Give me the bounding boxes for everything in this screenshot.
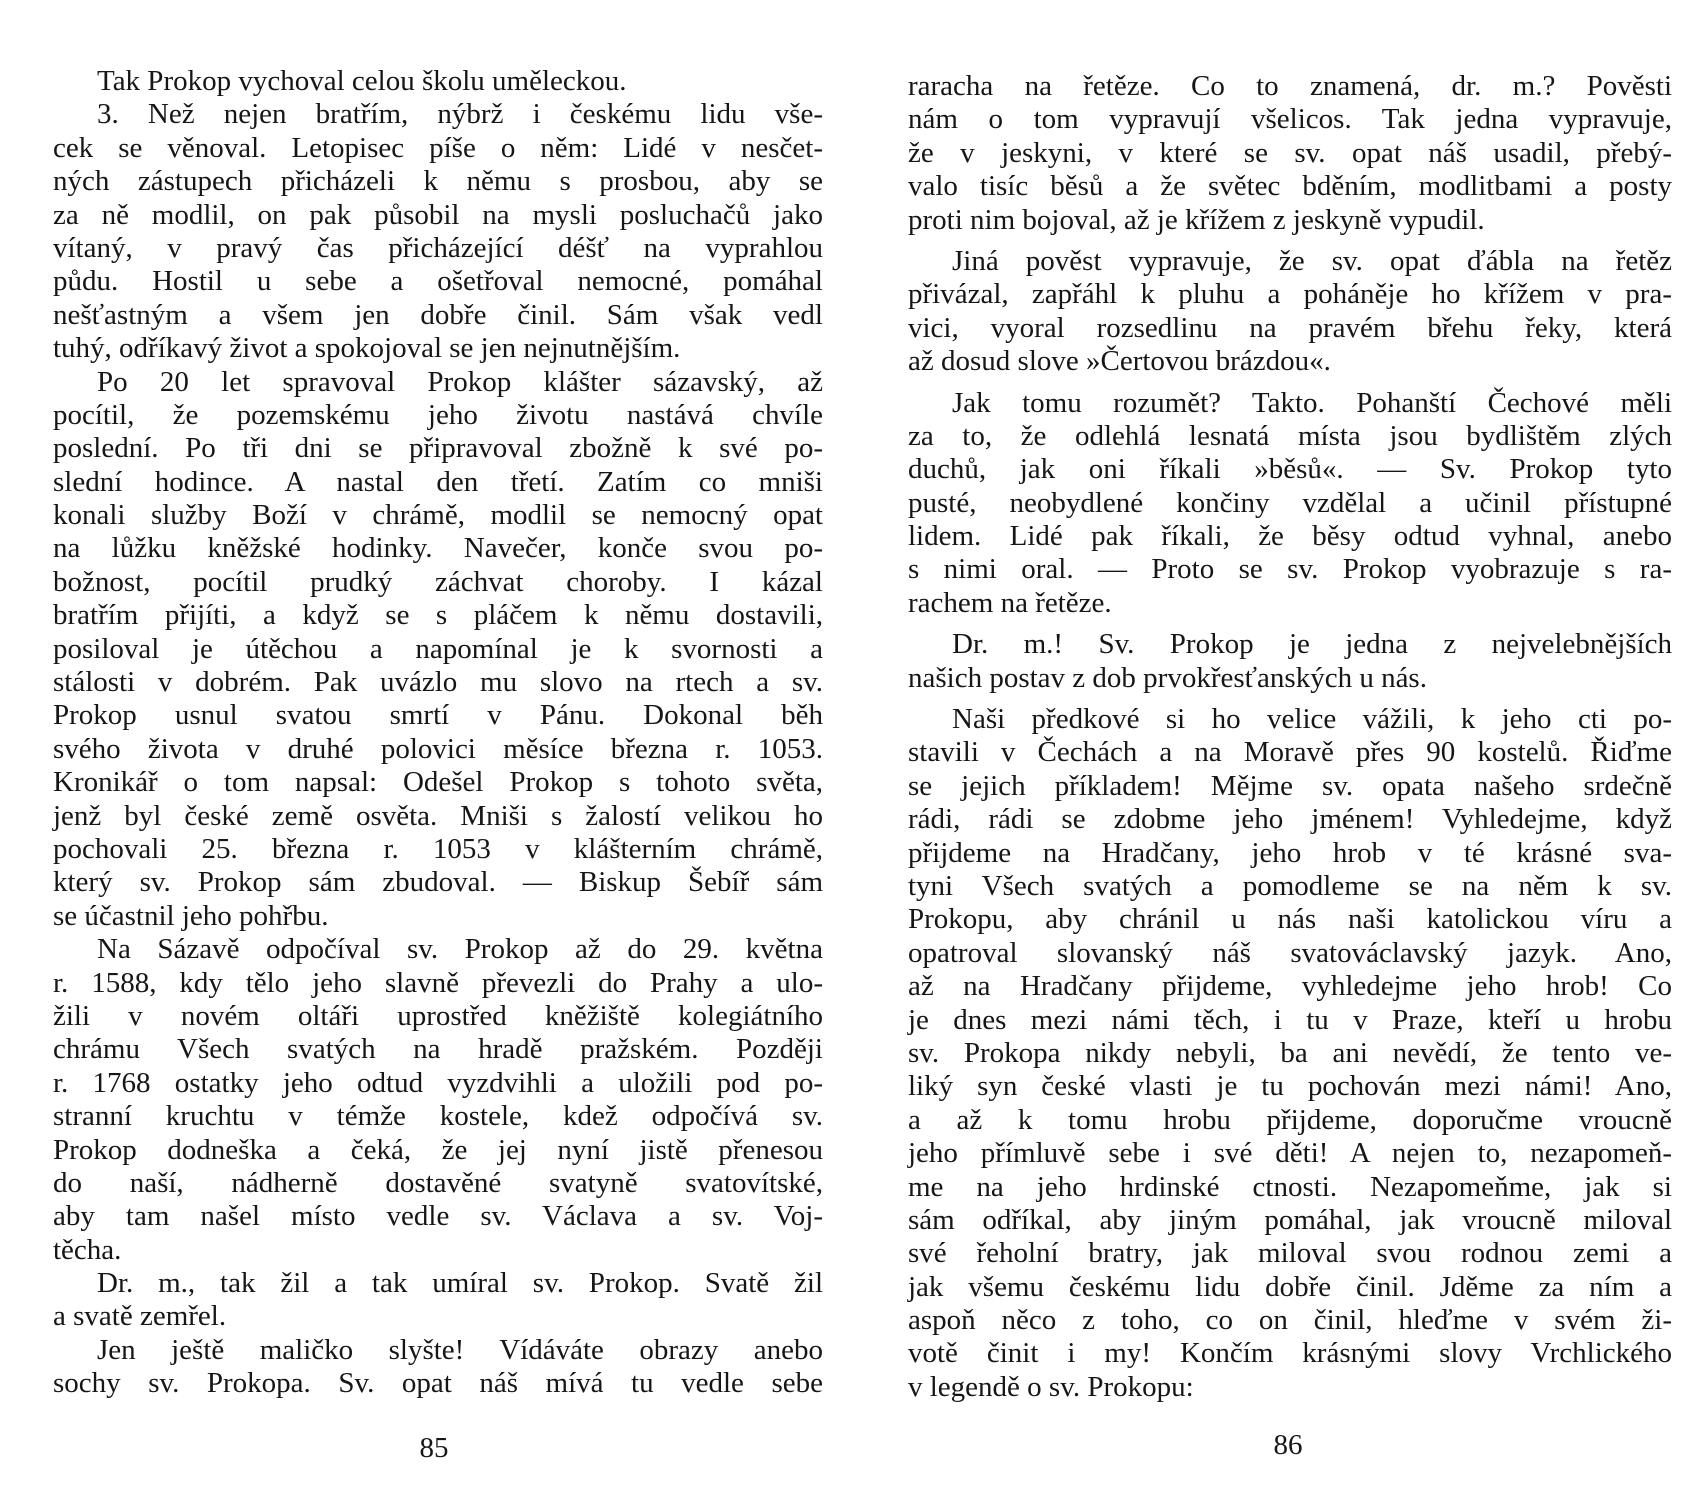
text-line: jeho přímluvě sebe i své děti! A nejen to, nezapomeň-	[908, 1137, 1672, 1170]
text-line: Tak Prokop vychoval celou školu uměleckou.	[97, 65, 627, 97]
text-line: Kronikář o tom napsal: Odešel Prokop s tohoto světa,	[53, 766, 823, 799]
text-line: a svatě zemřel.	[53, 1300, 227, 1333]
text-line: proti nim bojoval, až je křížem z jeskyně vypudil.	[908, 203, 1485, 236]
text-line: tuhý, odříkavý život a spokojoval se jen nejnutnějším.	[53, 332, 681, 365]
text-line: valo tisíc běsů a že světec bděním, modlitbami a posty	[908, 170, 1672, 203]
text-line: jenž byl české země osvěta. Mniši s žalostí velikou ho	[53, 799, 823, 832]
text-line: Dr. m.! Sv. Prokop je jedna z nejvelebnějších	[952, 628, 1672, 661]
text-line: jak všemu českému lidu dobře činil. Jděme za ním a	[908, 1270, 1672, 1303]
text-line: cek se věnoval. Letopisec píše o něm: Lidé v nesčet-	[53, 131, 823, 164]
text-line: pusté, neobydlené končiny vzdělal a učinil přístupné	[908, 486, 1672, 519]
text-line: za to, že odlehlá lesnatá místa jsou bydlištěm zlých	[908, 419, 1672, 452]
paragraph	[908, 70, 1672, 237]
text-line: vítaný, v pravý čas přicházející déšť na vyprahlou	[53, 231, 823, 264]
text-line: že v jeskyni, v které se sv. opat náš usadil, přebý-	[908, 136, 1672, 169]
text-line: vici, vyoral rozsedlinu na pravém břehu řeky, která	[908, 311, 1672, 344]
paragraph	[53, 98, 823, 365]
text-line: našich postav z dob prvokřesťanských u nás.	[908, 661, 1427, 694]
text-line: sv. Prokopa nikdy nebyli, ba ani nevědí, že tento ve-	[908, 1036, 1672, 1069]
text-line: své řeholní bratry, jak miloval svou rodnou zemi a	[908, 1237, 1672, 1270]
text-line: opatroval slovanský náš svatováclavský jazyk. Ano,	[908, 936, 1672, 969]
text-line: Jen ještě maličko slyšte! Vídáváte obrazy anebo	[97, 1333, 823, 1366]
text-line: konali služby Boží v chrámě, modlil se nemocný opat	[53, 499, 823, 532]
text-line: votě činit i my! Končím krásnými slovy Vrchlického	[908, 1337, 1672, 1370]
text-line: je dnes mezi námi těch, i tu v Praze, kteří u hrobu	[908, 1003, 1672, 1036]
text-line: Naši předkové si ho velice vážili, k jeho cti po-	[952, 703, 1672, 736]
text-line: žili v novém oltáři uprostřed kněžiště kolegiátního	[53, 999, 823, 1032]
text-line: liký syn české vlasti je tu pochován mezi námi! Ano,	[908, 1070, 1672, 1103]
text-line: me na jeho hrdinské ctnosti. Nezapomeňme, jak si	[908, 1170, 1672, 1203]
text-line: raracha na řetěze. Co to znamená, dr. m.? Pověsti	[908, 70, 1672, 102]
text-line: Prokop usnul svatou smrtí v Pánu. Dokonal běh	[53, 699, 823, 732]
text-line: přivázal, zapřáhl k pluhu a poháněje ho křížem v pra-	[908, 278, 1672, 311]
text-line: přijdeme na Hradčany, jeho hrob v té krásné sva-	[908, 836, 1672, 869]
text-line: v legendě o sv. Prokopu:	[908, 1370, 1194, 1403]
text-line: sochy sv. Prokopa. Sv. opat náš mívá tu vedle sebe	[53, 1367, 823, 1400]
text-line: poslední. Po tři dni se připravoval zbožně k své po-	[53, 432, 823, 465]
text-line: aspoň něco z toho, co on činil, hleďme v svém ži-	[908, 1304, 1672, 1337]
text-line: těcha.	[53, 1233, 122, 1266]
page-number-left: 85	[419, 1432, 449, 1464]
text-line: až na Hradčany přijdeme, vyhledejme jeho hrob! Co	[908, 970, 1672, 1003]
text-line: Na Sázavě odpočíval sv. Prokop až do 29. května	[97, 933, 823, 966]
text-line: s nimi oral. — Proto se sv. Prokop vyobrazuje s ra-	[908, 553, 1672, 586]
text-line: posiloval je útěchou a napomínal je k svornosti a	[53, 632, 823, 665]
text-line: Po 20 let spravoval Prokop klášter sázavský, až	[97, 365, 823, 398]
text-line: nešťastným a všem jen dobře činil. Sám však vedl	[53, 298, 823, 331]
paragraph	[908, 245, 1672, 379]
text-line: chrámu Všech svatých na hradě pražském. Později	[53, 1033, 823, 1066]
text-line: se jejich příkladem! Mějme sv. opata našeho srdečně	[908, 769, 1672, 802]
text-line: až dosud slove »Čertovou brázdou«.	[908, 345, 1331, 378]
text-line: půdu. Hostil u sebe a ošetřoval nemocné, pomáhal	[53, 265, 823, 298]
paragraph	[53, 65, 823, 98]
text-line: stavili v Čechách a na Moravě přes 90 kostelů. Řiďme	[908, 736, 1672, 769]
text-line: do naší, nádherně dostavěné svatyně svatovítské,	[53, 1166, 823, 1199]
text-line: božnost, pocítil prudký záchvat choroby. I kázal	[53, 565, 823, 598]
text-line: se účastnil jeho pohřbu.	[53, 899, 329, 932]
text-line: stranní kruchtu v témže kostele, kdež odpočívá sv.	[53, 1100, 823, 1133]
text-line: sám odříkal, aby jiným pomáhal, jak vroucně miloval	[908, 1203, 1672, 1236]
left-page-text	[53, 65, 823, 1401]
text-line: bratřím přijíti, a když se s pláčem k němu dostavili,	[53, 599, 823, 632]
text-line: pocítil, že pozemskému jeho životu nastává chvíle	[53, 398, 823, 431]
text-line: rádi, rádi se zdobme jeho jménem! Vyhledejme, když	[908, 803, 1672, 836]
text-line: Jiná pověst vypravuje, že sv. opat ďábla na řetěz	[952, 244, 1672, 277]
text-line: na lůžku kněžské hodinky. Navečer, konče svou po-	[53, 532, 823, 565]
text-line: rachem na řetěze.	[908, 586, 1112, 619]
text-line: Prokop dodneška a čeká, že jej nyní jistě přenesou	[53, 1133, 823, 1166]
right-page-text	[908, 70, 1672, 1404]
paragraph	[908, 387, 1672, 621]
page-number-right: 86	[1273, 1429, 1303, 1461]
text-line: stálosti v dobrém. Pak uvázlo mu slovo na rtech a sv.	[53, 666, 823, 699]
text-line: Dr. m., tak žil a tak umíral sv. Prokop. Svatě žil	[97, 1267, 823, 1300]
paragraph	[53, 366, 823, 934]
text-line: za ně modlil, on pak působil na mysli posluchačů jako	[53, 198, 823, 231]
text-line: Prokopu, aby chránil u nás naši katolickou víru a	[908, 903, 1672, 936]
text-line: slední hodince. A nastal den třetí. Zatím co mniši	[53, 465, 823, 498]
text-line: Jak tomu rozumět? Takto. Pohanští Čechové měli	[952, 386, 1672, 419]
text-line: ných zástupech přicházeli k němu s prosbou, aby se	[53, 165, 823, 198]
text-line: pochovali 25. března r. 1053 v klášterním chrámě,	[53, 832, 823, 865]
text-line: nám o tom vypravují všelicos. Tak jedna vypravuje,	[908, 103, 1672, 136]
text-line: svého života v druhé polovici měsíce března r. 1053.	[53, 732, 823, 765]
paragraph	[53, 1267, 823, 1334]
paragraph	[53, 933, 823, 1267]
text-line: 3. Než nejen bratřím, nýbrž i českému lidu vše-	[97, 98, 823, 131]
text-line: r. 1768 ostatky jeho odtud vyzdvihli a uložili pod po-	[53, 1066, 823, 1099]
paragraph	[908, 628, 1672, 695]
text-line: tyni Všech svatých a pomodleme se na něm k sv.	[908, 869, 1672, 902]
text-line: r. 1588, kdy tělo jeho slavně převezli do Prahy a ulo-	[53, 966, 823, 999]
text-line: který sv. Prokop sám zbudoval. — Biskup Šebíř sám	[53, 866, 823, 899]
paragraph	[908, 703, 1672, 1404]
paragraph	[53, 1334, 823, 1401]
text-line: aby tam našel místo vedle sv. Václava a sv. Voj-	[53, 1200, 823, 1233]
text-line: lidem. Lidé pak říkali, že běsy odtud vyhnal, anebo	[908, 520, 1672, 553]
text-line: a až k tomu hrobu přijdeme, doporučme vroucně	[908, 1103, 1672, 1136]
text-line: duchů, jak oni říkali »běsů«. — Sv. Prokop tyto	[908, 453, 1672, 486]
